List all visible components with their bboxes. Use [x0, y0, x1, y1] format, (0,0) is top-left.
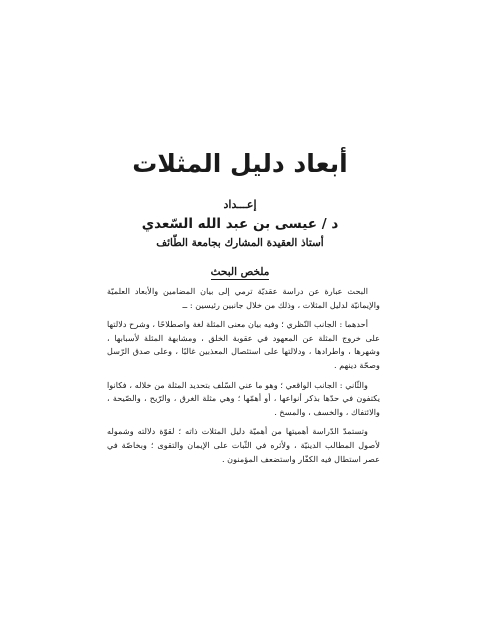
author-name: د / عيسى بن عبد الله السّعدي: [141, 216, 339, 232]
abstract-paragraph: البحث عبارة عن دراسة عقديّة ترمي إلى بيان المضامين والأبعاد العلميّة والإيمانيّة لدليل المثلات ، وذلك من خلال جانبين رئيسين : ــ: [107, 286, 380, 310]
abstract-paragraph: وتستمدّ الدّراسة أهميتها من أهميّة دليل المثلات ذاته ؛ لقوّة دلالته وشموله لأصول المطالب الدينيّة ، ولأثره في الثّبات على الإيمان والتقوى ؛ وبخاصّة في عصر استطال فيه الكفّار واستضعف المؤمنون .: [107, 426, 380, 464]
author-affiliation: أستاذ العقيدة المشارك بجامعة الطّائف: [156, 237, 324, 249]
document-title: أبعاد دليل المثلات: [132, 149, 348, 178]
prepared-by-label: إعـــداد: [223, 198, 257, 211]
abstract-paragraph: والثّاني : الجانب الواقعي ؛ وهو ما عني السّلف بتحديد المثلة من خلاله ، فكانوا يكتفون في حدّها بذكر أنواعها ، أو أهمّها ؛ وهي مثلة الغرق ، والرّيح ، والصّيحة ، والائتفاك ، والخسف ، والمسخ .: [107, 379, 380, 417]
abstract-body: [107, 285, 380, 472]
abstract-paragraph: أحدهما : الجانب النّظري ؛ وفيه بيان معنى المثلة لغة واصطلاحًا ، وشرح دلالتها على خروج المثلة عن المعهود في عقوبة الخلق ، ومشابهة المثلة لأسبابها ، وشهرها ، واطرادها ، ودلالتها على استئصال المعذبين غالبًا ، وعلى صدق الرّسل وصحّة دينهم .: [107, 319, 380, 370]
abstract-heading: [60, 266, 420, 278]
abstract-heading-text: ملخص البحث: [210, 266, 270, 278]
